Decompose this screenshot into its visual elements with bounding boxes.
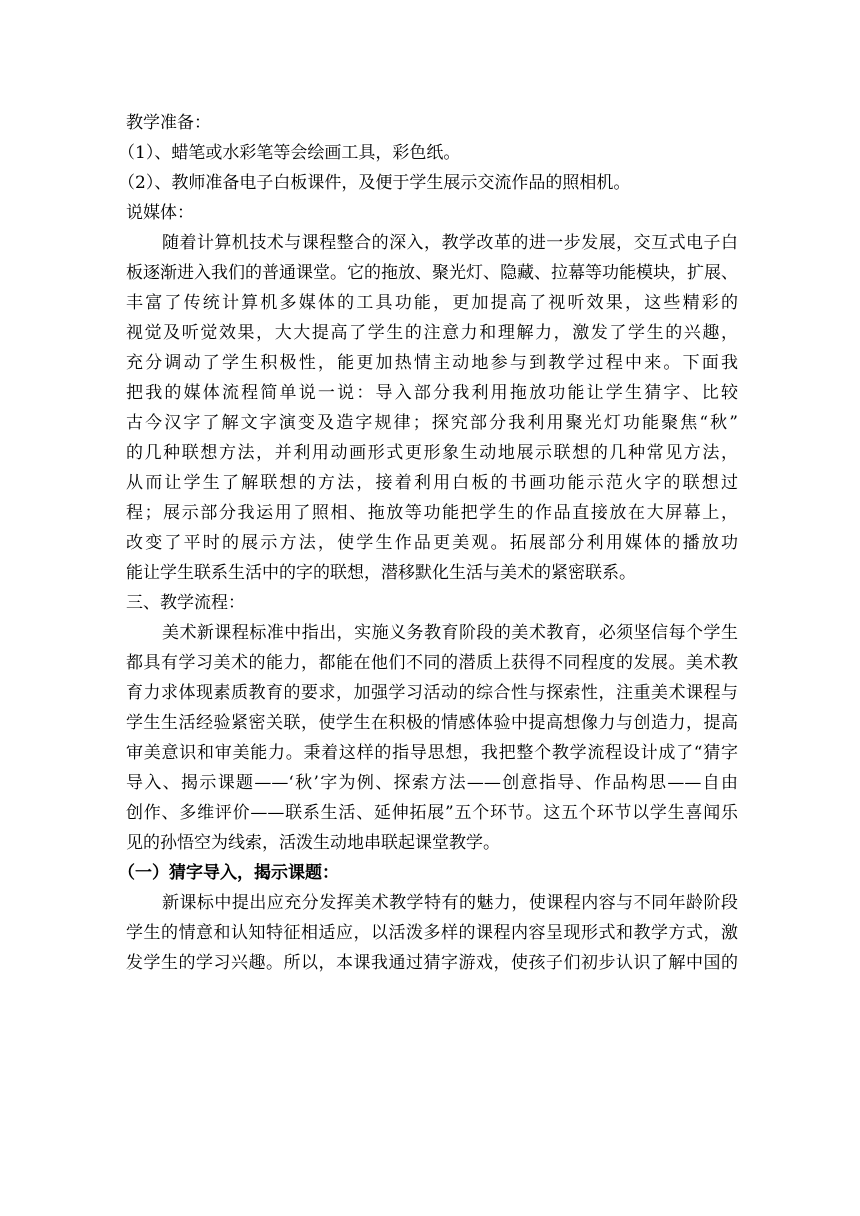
paragraph-line: 能让学生联系生活中的字的联想，潜移默化生活与美术的紧密联系。 (126, 563, 636, 583)
document-body (118, 108, 738, 978)
paragraph-line: 从而让学生了解联想的方法，接着利用白板的书画功能示范火字的联想过 (126, 473, 738, 493)
paragraph-line: 随着计算机技术与课程整合的深入，教学改革的进一步发展，交互式电子白 (162, 233, 738, 253)
flow-heading: 三、教学流程： (126, 593, 245, 613)
paragraph-line: 充分调动了学生积极性，能更加热情主动地参与到教学过程中来。下面我 (126, 353, 738, 373)
prep-item-1: （1）、蜡笔或水彩笔等会绘画工具，彩色纸。 (118, 143, 461, 163)
paragraph-line: 新课标中提出应充分发挥美术教学特有的魅力，使课程内容与不同年龄阶段 (162, 893, 738, 913)
paragraph-line: 见的孙悟空为线索，活泼生动地串联起课堂教学。 (126, 833, 500, 853)
prep-item-2: （2）、教师准备电子白板课件，及便于学生展示交流作品的照相机。 (118, 173, 631, 193)
section-1-heading: （一）猜字导入，揭示课题： (118, 863, 339, 883)
paragraph-line: 丰富了传统计算机多媒体的工具功能，更加提高了视听效果，这些精彩的 (126, 293, 738, 313)
paragraph-line: 都具有学习美术的能力，都能在他们不同的潜质上获得不同程度的发展。美术教 (126, 653, 738, 673)
paragraph-line: 的几种联想方法，并利用动画形式更形象生动地展示联想的几种常见方法， (126, 443, 738, 463)
paragraph-line: 视觉及听觉效果，大大提高了学生的注意力和理解力，激发了学生的兴趣， (126, 323, 738, 343)
paragraph-line: 学生生活经验紧密关联，使学生在积极的情感体验中提高想像力与创造力，提高 (126, 713, 738, 733)
paragraph-line: 学生的情意和认知特征相适应，以活泼多样的课程内容呈现形式和教学方式，激 (126, 923, 738, 943)
paragraph-line: 古今汉字了解文字演变及造字规律；探究部分我利用聚光灯功能聚焦“秋” (126, 413, 738, 433)
media-heading: 说媒体： (126, 203, 194, 223)
paragraph-line: 板逐渐进入我们的普通课堂。它的拖放、聚光灯、隐藏、拉幕等功能模块，扩展、 (126, 263, 738, 283)
paragraph-line: 育力求体现素质教育的要求，加强学习活动的综合性与探索性，注重美术课程与 (126, 683, 738, 703)
paragraph-line: 把我的媒体流程简单说一说：导入部分我利用拖放功能让学生猜字、比较 (126, 383, 738, 403)
paragraph-line: 发学生的学习兴趣。所以，本课我通过猜字游戏，使孩子们初步认识了解中国的 (126, 953, 738, 973)
flow-paragraph (126, 618, 738, 858)
media-paragraph (126, 228, 738, 588)
paragraph-line: 美术新课程标准中指出，实施义务教育阶段的美术教育，必须坚信每个学生 (162, 623, 738, 643)
section-1-paragraph (126, 888, 738, 978)
paragraph-line: 创作、多维评价——联系生活、延伸拓展”五个环节。这五个环节以学生喜闻乐 (126, 803, 738, 823)
paragraph-line: 审美意识和审美能力。秉着这样的指导思想，我把整个教学流程设计成了“猜字 (126, 743, 738, 763)
paragraph-line: 程；展示部分我运用了照相、拖放等功能把学生的作品直接放在大屏幕上， (126, 503, 738, 523)
prep-heading: 教学准备： (126, 113, 211, 133)
paragraph-line: 导入、揭示课题——‘秋’字为例、探索方法——创意指导、作品构思——自由 (126, 773, 738, 793)
paragraph-line: 改变了平时的展示方法，使学生作品更美观。拓展部分利用媒体的播放功 (126, 533, 738, 553)
